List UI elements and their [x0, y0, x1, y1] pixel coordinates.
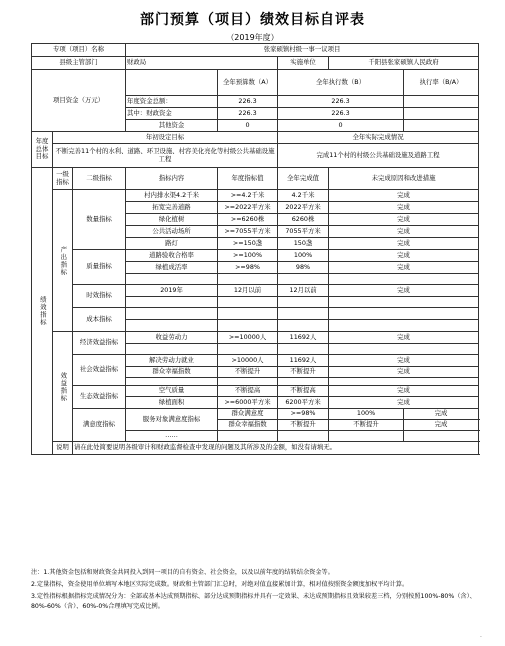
indicator-status: 完成 — [329, 386, 479, 397]
indicator-content: 2019年 — [126, 285, 218, 297]
project-name-value: 张家硕镇村级一事一议项目 — [126, 44, 479, 57]
col-level1: 一级指标 — [53, 168, 73, 190]
indicator-content: 拓宽完善道路 — [126, 202, 218, 214]
funds-row-rate — [404, 96, 479, 108]
indicator-target: 不断提高 — [218, 386, 278, 397]
indicator-content: 空气质量 — [126, 386, 218, 397]
social-indicator-label: 社会效益指标 — [73, 355, 126, 386]
goals-actual-text: 完成11个村的村级公共基础设施及道路工程 — [278, 144, 479, 168]
service-indicator-label: 服务对象满意度指标 — [126, 409, 218, 431]
funds-col-rate: 执行率（B/A） — [404, 70, 479, 96]
indicator-status: 完成 — [329, 397, 479, 409]
goals-actual-header: 全年实际完成情况 — [278, 132, 479, 144]
indicator-actual: 6200平方米 — [278, 397, 329, 409]
funds-row-label: 其中：财政资金 — [126, 108, 218, 120]
empty-cell — [278, 308, 329, 320]
remark-text: 请在此处简要说明各级审计和财政监督检查中发现的问题及其所涉及的金额，如没有请填无。 — [73, 442, 479, 455]
indicator-target: >=100% — [218, 250, 278, 262]
indicator-actual: 150盏 — [278, 238, 329, 250]
quantity-indicator-label: 数量指标 — [73, 190, 126, 250]
funds-header-blank — [126, 70, 218, 96]
indicator-content: 绿植面积 — [126, 397, 218, 409]
goals-plan-header: 年初设定目标 — [53, 132, 278, 144]
economic-indicator-label: 经济效益指标 — [73, 332, 126, 355]
time-indicator-label: 时效指标 — [73, 285, 126, 308]
footnote: 注：1.其他资金包括和财政资金共同投入到同一项目的自有资金、社会资金，以及以前年度的结转结余资金等。 — [31, 569, 334, 576]
indicator-actual: 4.2千米 — [278, 190, 329, 202]
indicator-content: 绿化植树 — [126, 214, 218, 226]
footnote: 3.定性指标根据指标完成情况分为：全部或基本达成预期指标、部分达成预期指标并具有一定效果、未达成预期指标且效果较差三档，分别按照100%-80%（含）、80%-60%（含）、60%-0%合理填写完成比例。 — [31, 592, 476, 610]
indicator-actual: 6260株 — [278, 214, 329, 226]
indicator-actual: 12月以前 — [278, 285, 329, 297]
indicator-actual: 7055平方米 — [278, 226, 329, 238]
empty-cell — [278, 378, 329, 386]
empty-cell — [218, 320, 278, 332]
empty-cell — [126, 297, 218, 308]
empty-cell — [329, 378, 479, 386]
indicator-actual: 98% — [278, 262, 329, 274]
impl-label: 实施单位 — [278, 57, 329, 70]
indicator-status: 完成 — [329, 367, 479, 378]
empty-cell — [329, 344, 479, 355]
indicator-target: 不断提升 — [218, 367, 278, 378]
empty-cell — [126, 320, 218, 332]
indicator-target: >=4.2千米 — [218, 190, 278, 202]
funds-row-exec: 0 — [278, 120, 404, 132]
indicator-target: 不断提升 — [278, 420, 329, 431]
goals-plan-text: 不断完善11个村的水利、道路、环卫设施、村容美化亮化等村级公共基础设施工程 — [53, 144, 278, 168]
indicators-section-label: 绩效指标 — [32, 168, 53, 455]
funds-row-exec: 226.3 — [278, 108, 404, 120]
output-indicator-label: 产出指标 — [53, 190, 73, 332]
funds-col-budget: 全年预算数（A） — [218, 70, 278, 96]
col-reason: 未完成原因和改进措施 — [329, 168, 479, 190]
indicator-status: 完成 — [329, 262, 479, 274]
indicator-status: 完成 — [329, 214, 479, 226]
indicator-content: 路灯 — [126, 238, 218, 250]
indicator-actual: 100% — [329, 409, 404, 420]
indicator-target: >=6000平方米 — [218, 397, 278, 409]
empty-cell — [126, 344, 218, 355]
empty-cell — [329, 308, 479, 320]
indicator-target: >=6260株 — [218, 214, 278, 226]
indicator-status: 完成 — [404, 420, 479, 431]
col-actual: 全年完成值 — [278, 168, 329, 190]
empty-cell — [218, 297, 278, 308]
page-title: 部门预算（项目）绩效目标自评表 — [140, 12, 365, 28]
funds-col-exec: 全年执行数（B） — [278, 70, 404, 96]
ellipsis-cell: …… — [126, 431, 218, 442]
empty-cell — [278, 344, 329, 355]
empty-cell — [218, 344, 278, 355]
indicator-target: >=98% — [218, 262, 278, 274]
effect-indicator-label: 效益指标 — [53, 332, 73, 442]
evaluation-table — [31, 43, 479, 455]
empty-cell — [278, 297, 329, 308]
indicator-actual: 不断提高 — [278, 386, 329, 397]
funds-row-exec: 226.3 — [278, 96, 404, 108]
col-target: 年度指标值 — [218, 168, 278, 190]
footnotes — [31, 568, 478, 614]
empty-cell — [218, 431, 278, 442]
funds-row-budget: 226.3 — [218, 96, 278, 108]
empty-cell — [126, 308, 218, 320]
indicator-actual: 2022平方米 — [278, 202, 329, 214]
indicator-status: 完成 — [329, 285, 479, 297]
satisfaction-indicator-label: 满意度指标 — [73, 409, 126, 442]
empty-cell — [278, 320, 329, 332]
funds-row-budget: 226.3 — [218, 108, 278, 120]
empty-cell — [126, 378, 218, 386]
impl-value: 千阳县张家硕镇人民政府 — [329, 57, 479, 70]
empty-cell — [329, 297, 479, 308]
funds-row-rate — [404, 120, 479, 132]
indicator-content: 群众幸福指数 — [126, 367, 218, 378]
indicator-status: 完成 — [329, 332, 479, 344]
dept-label: 县级主管部门 — [32, 57, 126, 70]
indicator-target: 12月以前 — [218, 285, 278, 297]
indicator-content: 村内排水渠4.2千米 — [126, 190, 218, 202]
indicator-target: >=2022平方米 — [218, 202, 278, 214]
empty-cell — [329, 320, 479, 332]
empty-cell — [404, 431, 479, 442]
col-level2: 二级指标 — [73, 168, 126, 190]
col-content: 指标内容 — [126, 168, 218, 190]
report-year: （2019年度） — [226, 33, 279, 42]
indicator-content: 绿植成活率 — [126, 262, 218, 274]
indicator-target: >=98% — [278, 409, 329, 420]
empty-cell — [218, 274, 278, 285]
indicator-content: 道路验收合格率 — [126, 250, 218, 262]
indicator-target: >=7055平方米 — [218, 226, 278, 238]
indicator-actual: 不断提升 — [278, 367, 329, 378]
indicator-status: 完成 — [329, 238, 479, 250]
remark-label: 说明 — [53, 442, 73, 455]
page-corner-mark: · — [480, 634, 482, 641]
indicator-content: 群众幸福指数 — [218, 420, 278, 431]
indicator-status: 完成 — [404, 409, 479, 420]
indicator-content: 群众满意度 — [218, 409, 278, 420]
indicator-content: 解决劳动力就业 — [126, 355, 218, 367]
funds-label: 项目资金（万元） — [32, 70, 126, 132]
cost-indicator-label: 成本指标 — [73, 308, 126, 332]
quality-indicator-label: 质量指标 — [73, 250, 126, 285]
indicator-status: 完成 — [329, 226, 479, 238]
eco-indicator-label: 生态效益指标 — [73, 386, 126, 409]
funds-row-label: 其他资金 — [126, 120, 218, 132]
indicator-status: 完成 — [329, 250, 479, 262]
indicator-status: 完成 — [329, 202, 479, 214]
indicator-status: 完成 — [329, 190, 479, 202]
indicator-target: >10000人 — [218, 355, 278, 367]
footnote: 2.定量指标，资金使用单位填写本地区实际完成数。财政和主管部门汇总时，对绝对值直接累加计算，相对值按照资金额度加权平均计算。 — [31, 580, 409, 588]
indicator-actual: 不断提升 — [329, 420, 404, 431]
indicator-actual: 100% — [278, 250, 329, 262]
empty-cell — [278, 431, 329, 442]
empty-cell — [126, 274, 218, 285]
funds-row-budget: 0 — [218, 120, 278, 132]
empty-cell — [218, 378, 278, 386]
funds-row-label: 年度资金总额： — [126, 96, 218, 108]
indicator-actual: 11692人 — [278, 355, 329, 367]
empty-cell — [329, 431, 404, 442]
funds-row-rate — [404, 108, 479, 120]
indicator-content: 收益劳动力 — [126, 332, 218, 344]
goals-label: 年度总体目标 — [32, 132, 53, 168]
indicator-status: 完成 — [329, 355, 479, 367]
indicator-content: 公共活动场所 — [126, 226, 218, 238]
empty-cell — [329, 274, 479, 285]
empty-cell — [278, 274, 329, 285]
indicator-target: >=150盏 — [218, 238, 278, 250]
empty-cell — [218, 308, 278, 320]
project-name-label: 专项（项目）名称 — [32, 44, 126, 57]
indicator-actual: 11692人 — [278, 332, 329, 344]
dept-value: 财政局 — [126, 57, 278, 70]
indicator-target: >=10000人 — [218, 332, 278, 344]
